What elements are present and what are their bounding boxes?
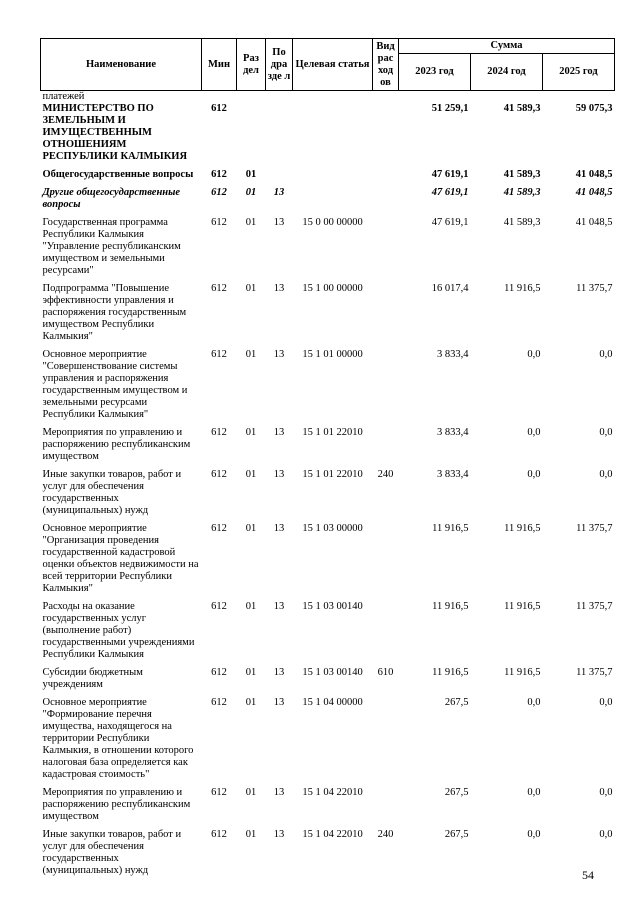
cell-2025: 11 375,7 (576, 523, 613, 534)
cell-target: 15 1 03 00140 (302, 601, 363, 612)
cell-vid: 240 (377, 829, 394, 840)
cell-2025: 0,0 (599, 829, 613, 840)
cell-2025: 41 048,5 (575, 169, 613, 180)
cell-name: Мероприятия по управлению и распоряжению республиканским имуществом (42, 427, 191, 462)
page-number: 54 (582, 868, 594, 882)
table-row (41, 169, 615, 187)
table-row (41, 103, 615, 169)
cell-2023: 16 017,4 (431, 283, 469, 294)
cell-razdel: 01 (245, 601, 257, 612)
cell-min: 612 (211, 103, 227, 114)
cell-razdel: 01 (245, 829, 257, 840)
cell-2025: 59 075,3 (575, 103, 613, 114)
cell-target: 15 1 01 00000 (302, 349, 363, 360)
table-row (41, 787, 615, 829)
header-podrazdel: По дра зде л (266, 39, 293, 91)
cell-min: 612 (211, 283, 227, 294)
table-row (41, 601, 615, 667)
cell-podrazdel (266, 169, 293, 187)
cell-min: 612 (211, 469, 227, 480)
cell-2025: 0,0 (599, 697, 613, 708)
cell-2023: 3 833,4 (437, 349, 469, 360)
cell-name: Мероприятия по управлению и распоряжению республиканским имуществом (42, 787, 191, 822)
cell-2025: 0,0 (599, 427, 613, 438)
budget-table (40, 38, 615, 883)
cell-podrazdel: 13 (273, 787, 285, 798)
cell-name: Государственная программа Республики Калмыкия "Управление республиканским имуществом и земельными ресурсами" (42, 217, 181, 276)
cell-target (293, 103, 373, 169)
table-row (41, 283, 615, 349)
table-row (41, 427, 615, 469)
header-row (41, 39, 615, 54)
table-row (41, 349, 615, 427)
cell-podrazdel: 13 (273, 697, 285, 708)
cell-vid (373, 169, 399, 187)
cell-2024: 11 916,5 (504, 667, 541, 678)
cell-2024: 41 589,3 (503, 217, 541, 228)
header-name: Наименование (41, 39, 202, 91)
cell-2024: 41 589,3 (503, 187, 541, 198)
cell-razdel: 01 (245, 469, 257, 480)
cell-razdel: 01 (245, 187, 257, 198)
cell-vid (373, 601, 399, 667)
cell-2023: 47 619,1 (431, 169, 469, 180)
cell-podrazdel: 13 (273, 427, 285, 438)
cell-vid (373, 523, 399, 601)
cell-vid: 240 (377, 469, 394, 480)
cell-vid: 610 (377, 667, 394, 678)
cell-2023: 267,5 (444, 829, 469, 840)
cell-razdel: 01 (245, 667, 257, 678)
cell-vid (373, 217, 399, 283)
header-target: Целевая статья (293, 39, 373, 91)
header-2024: 2024 год (471, 54, 543, 91)
cell-name: Субсидии бюджетным учреждениям (42, 667, 143, 690)
cell-2023: 11 916,5 (432, 601, 469, 612)
header-razdel: Раз дел (237, 39, 266, 91)
cell-2023: 267,5 (444, 697, 469, 708)
carryover-text: платежей (42, 91, 85, 102)
cell-2024: 0,0 (527, 349, 541, 360)
cell-target: 15 1 04 00000 (302, 697, 363, 708)
table-row (41, 187, 615, 217)
cell-2025: 11 375,7 (576, 667, 613, 678)
cell-name: Иные закупки товаров, работ и услуг для обеспечения государственных (муниципальных) нужд (42, 469, 182, 516)
cell-2025: 11 375,7 (576, 601, 613, 612)
cell-name: Основное мероприятие "Совершенствование системы управления и распоряжения государственным имуществом и земельными ресурсами Республики Калмыкия" (42, 349, 188, 420)
cell-target: 15 1 03 00000 (302, 523, 363, 534)
cell-2025: 0,0 (599, 349, 613, 360)
cell-2024: 11 916,5 (504, 283, 541, 294)
cell-2024: 0,0 (527, 787, 541, 798)
cell-target: 15 0 00 00000 (302, 217, 363, 228)
cell-vid (373, 427, 399, 469)
table-row (41, 217, 615, 283)
cell-min: 612 (211, 787, 227, 798)
cell-podrazdel: 13 (273, 349, 285, 360)
cell-min: 612 (211, 829, 227, 840)
cell-vid (373, 283, 399, 349)
cell-name: Основное мероприятие "Организация проведения государственной кадастровой оценки объектов недвижимости на всей территории Республики Калмыкия" (42, 523, 199, 594)
cell-razdel: 01 (245, 523, 257, 534)
cell-target: 15 1 01 22010 (302, 469, 363, 480)
cell-razdel: 01 (245, 169, 257, 180)
cell-name: Основное мероприятие "Формирование перечня имущества, находящегося на территории Республики Калмыкия, в отношении которого налоговая база определяется как кадастровая стоимость" (42, 697, 194, 780)
cell-2025: 0,0 (599, 469, 613, 480)
table-row (41, 697, 615, 787)
cell-target: 15 1 04 22010 (302, 787, 363, 798)
cell-min: 612 (211, 187, 227, 198)
cell-target (293, 187, 373, 217)
cell-razdel: 01 (245, 697, 257, 708)
header-2023: 2023 год (399, 54, 471, 91)
cell-podrazdel: 13 (273, 469, 285, 480)
cell-min: 612 (211, 217, 227, 228)
cell-2023: 11 916,5 (432, 523, 469, 534)
table-body (41, 91, 615, 884)
cell-min: 612 (211, 601, 227, 612)
cell-2023: 51 259,1 (431, 103, 469, 114)
cell-podrazdel: 13 (273, 283, 285, 294)
cell-podrazdel: 13 (273, 601, 285, 612)
cell-vid (373, 697, 399, 787)
cell-target: 15 1 04 22010 (302, 829, 363, 840)
cell-podrazdel: 13 (273, 523, 285, 534)
cell-name: МИНИСТЕРСТВО ПО ЗЕМЕЛЬНЫМ И ИМУЩЕСТВЕННЫМ ОТНОШЕНИЯМ РЕСПУБЛИКИ КАЛМЫКИЯ (42, 103, 188, 162)
cell-razdel: 01 (245, 283, 257, 294)
cell-name: Расходы на оказание государственных услуг (выполнение работ) государственными учреждениями Республики Калмыкия (42, 601, 195, 660)
cell-2023: 3 833,4 (437, 469, 469, 480)
cell-min: 612 (211, 523, 227, 534)
table-row (41, 667, 615, 697)
cell-target: 15 1 03 00140 (302, 667, 363, 678)
header-min: Мин (202, 39, 237, 91)
header-2025: 2025 год (543, 54, 615, 91)
table-row (41, 523, 615, 601)
cell-2024: 0,0 (527, 469, 541, 480)
cell-razdel: 01 (245, 217, 257, 228)
cell-vid (373, 187, 399, 217)
cell-2024: 0,0 (527, 427, 541, 438)
budget-page (40, 38, 614, 883)
cell-2024: 11 916,5 (504, 601, 541, 612)
cell-podrazdel: 13 (273, 829, 285, 840)
cell-2024: 11 916,5 (504, 523, 541, 534)
cell-2023: 3 833,4 (437, 427, 469, 438)
cell-vid (373, 787, 399, 829)
cell-vid (373, 103, 399, 169)
cell-razdel: 01 (245, 349, 257, 360)
cell-name: Подпрограмма "Повышение эффективности управления и распоряжения государственным имуществом Республики Калмыкия" (42, 283, 187, 342)
cell-2024: 0,0 (527, 697, 541, 708)
cell-razdel: 01 (245, 787, 257, 798)
cell-2024: 0,0 (527, 829, 541, 840)
cell-target: 15 1 00 00000 (302, 283, 363, 294)
cell-podrazdel: 13 (273, 187, 285, 198)
cell-name: Другие общегосударственные вопросы (42, 187, 181, 210)
cell-razdel (237, 103, 266, 169)
cell-2023: 47 619,1 (431, 217, 469, 228)
cell-name: Общегосударственные вопросы (42, 169, 194, 180)
cell-razdel: 01 (245, 427, 257, 438)
cell-min: 612 (211, 169, 227, 180)
cell-target: 15 1 01 22010 (302, 427, 363, 438)
table-row (41, 469, 615, 523)
cell-target (293, 169, 373, 187)
carryover-row (41, 91, 615, 104)
cell-name: Иные закупки товаров, работ и услуг для обеспечения государственных (муниципальных) нужд (42, 829, 182, 876)
header-sum: Сумма (399, 39, 615, 54)
cell-min: 612 (211, 349, 227, 360)
table-row (41, 829, 615, 883)
cell-podrazdel: 13 (273, 217, 285, 228)
cell-2023: 11 916,5 (432, 667, 469, 678)
cell-podrazdel: 13 (273, 667, 285, 678)
cell-2024: 41 589,3 (503, 169, 541, 180)
cell-2025: 11 375,7 (576, 283, 613, 294)
cell-min: 612 (211, 697, 227, 708)
cell-min: 612 (211, 427, 227, 438)
cell-vid (373, 349, 399, 427)
cell-2025: 0,0 (599, 787, 613, 798)
cell-min: 612 (211, 667, 227, 678)
cell-2025: 41 048,5 (575, 217, 613, 228)
cell-2023: 267,5 (444, 787, 469, 798)
cell-2024: 41 589,3 (503, 103, 541, 114)
cell-2025: 41 048,5 (575, 187, 613, 198)
cell-podrazdel (266, 103, 293, 169)
cell-2023: 47 619,1 (431, 187, 469, 198)
header-vid: Вид рас ход ов (373, 39, 399, 91)
